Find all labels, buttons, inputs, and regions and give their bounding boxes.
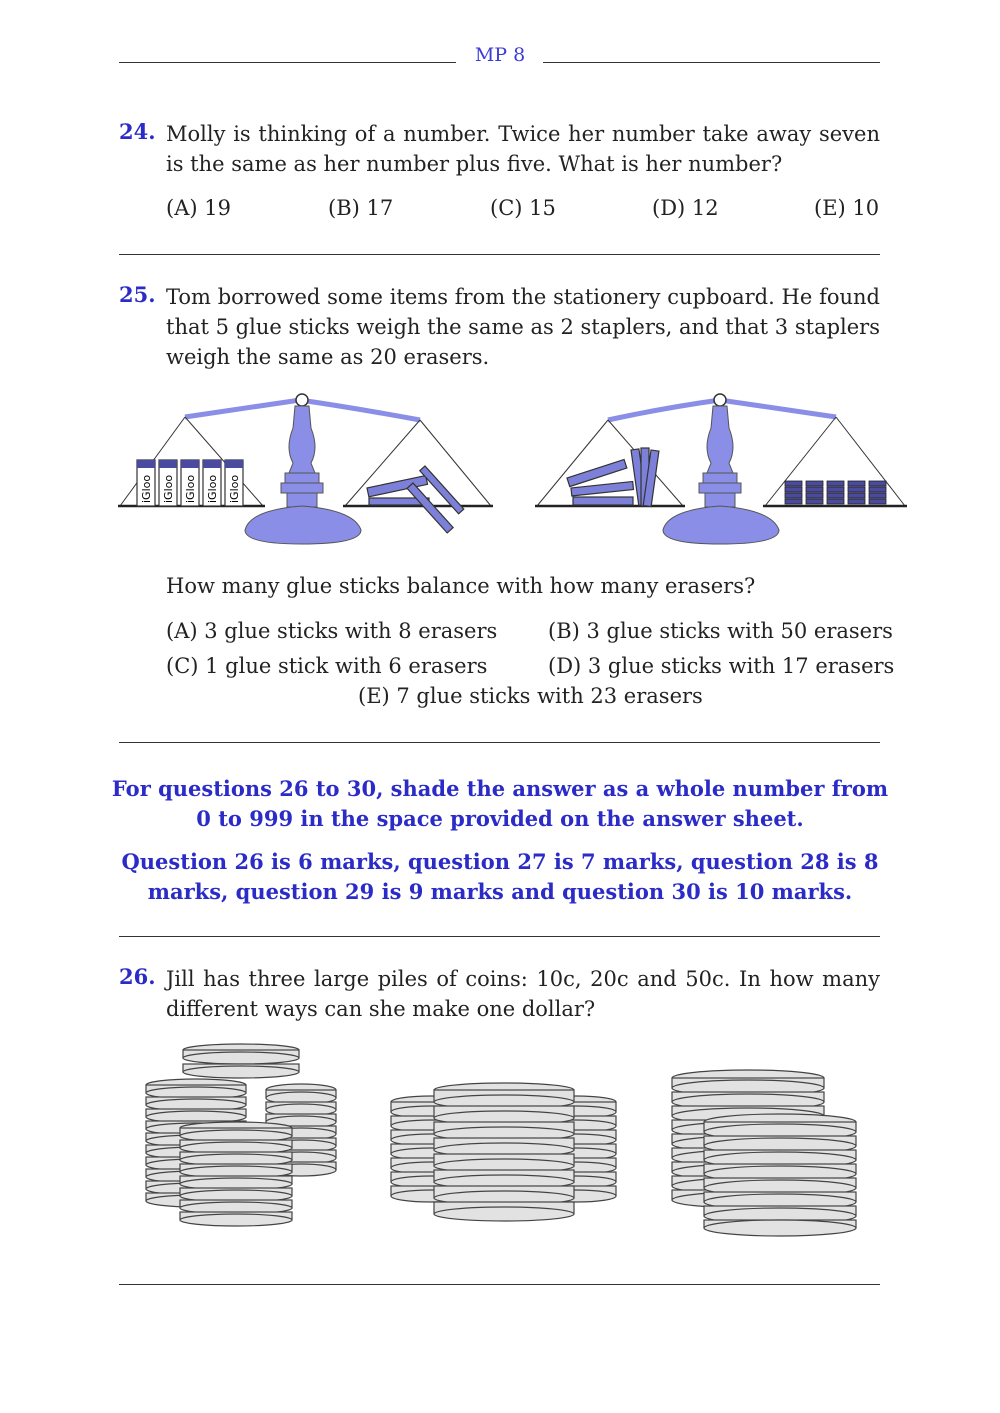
scale-stand xyxy=(245,406,361,544)
stapler-group xyxy=(567,448,659,507)
balance-scale-right xyxy=(533,388,913,548)
scale-stand xyxy=(663,406,779,544)
balance-scale-left xyxy=(115,388,495,548)
coin-pile-left xyxy=(136,1040,346,1235)
divider xyxy=(119,1284,880,1285)
instructions-answer-format: For questions 26 to 30, shade the answer as a whole number from 0 to 999 in the space provided on the answer sheet. xyxy=(111,776,889,831)
eraser-group xyxy=(785,481,886,504)
question-24-number: 24. xyxy=(119,119,156,144)
question-25-text: Tom borrowed some items from the stationery cupboard. He found that 5 glue sticks weigh the same as 2 staplers, and that 3 staplers weigh the same as 20 erasers. xyxy=(166,285,880,369)
coin-pile-middle xyxy=(386,1082,621,1242)
q25-option-b[interactable]: (B) 3 glue sticks with 50 erasers xyxy=(548,619,893,643)
svg-text:iGloo: iGloo xyxy=(228,474,241,503)
instructions-marks: Question 26 is 6 marks, question 27 is 7 marks, question 28 is 8 marks, question 29 is 9 marks and question 30 is 10 marks. xyxy=(121,849,879,904)
q24-option-e[interactable]: (E) 10 xyxy=(814,196,880,220)
svg-text:iGloo: iGloo xyxy=(184,474,197,503)
q24-option-a[interactable]: (A) 19 xyxy=(166,196,231,220)
svg-text:iGloo: iGloo xyxy=(140,474,153,503)
q25-option-c[interactable]: (C) 1 glue stick with 6 erasers xyxy=(166,654,488,678)
glue-stick-group xyxy=(137,460,243,506)
svg-text:iGloo: iGloo xyxy=(206,474,219,503)
q25-option-a[interactable]: (A) 3 glue sticks with 8 erasers xyxy=(166,619,498,643)
divider xyxy=(119,254,880,255)
q24-option-c[interactable]: (C) 15 xyxy=(490,196,556,220)
question-26-number: 26. xyxy=(119,964,156,989)
header-rule-right xyxy=(543,62,880,63)
stapler-group xyxy=(367,466,464,533)
divider xyxy=(119,742,880,743)
q24-option-b[interactable]: (B) 17 xyxy=(328,196,394,220)
q25-option-d[interactable]: (D) 3 glue sticks with 17 erasers xyxy=(548,654,895,678)
coin-pile-right xyxy=(668,1066,863,1238)
question-25-prompt: How many glue sticks balance with how many erasers? xyxy=(166,574,756,598)
q25-option-e[interactable]: (E) 7 glue sticks with 23 erasers xyxy=(358,684,703,708)
question-25-number: 25. xyxy=(119,282,156,307)
svg-text:iGloo: iGloo xyxy=(162,474,175,503)
q24-option-d[interactable]: (D) 12 xyxy=(652,196,719,220)
page-header-label: MP 8 xyxy=(474,44,526,66)
question-24-text: Molly is thinking of a number. Twice her number take away seven is the same as her number plus five. What is her number? xyxy=(166,122,880,176)
divider xyxy=(119,936,880,937)
question-26-text: Jill has three large piles of coins: 10c, 20c and 50c. In how many different ways can she make one dollar? xyxy=(166,967,880,1021)
